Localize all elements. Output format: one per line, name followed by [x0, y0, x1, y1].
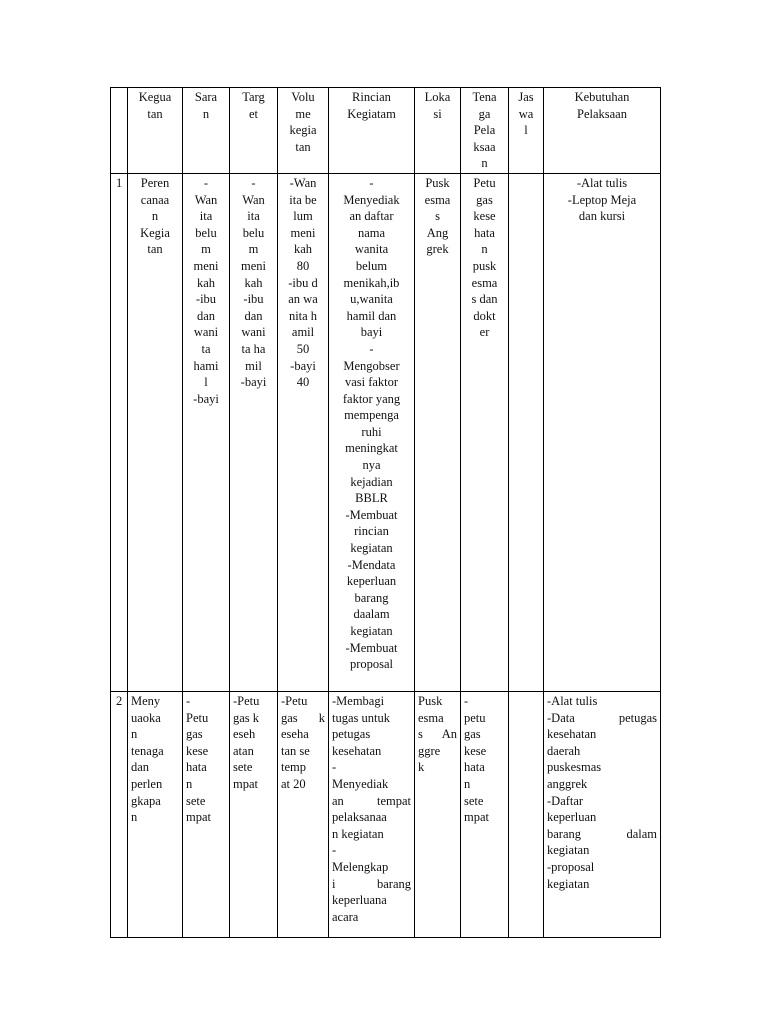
cell-line: esma — [424, 192, 451, 207]
cell-line: bayi — [360, 325, 383, 340]
cell-line: kah — [244, 275, 263, 290]
cell-line: -Wan — [289, 175, 317, 190]
cell-line: -Membuat — [345, 640, 398, 655]
cell-line: -Alat tulis — [576, 175, 628, 190]
cell-line: amil — [291, 325, 315, 340]
cell-line: Pelaksaan — [577, 106, 627, 121]
cell-line: 80 — [296, 258, 310, 273]
cell-line: mpat — [233, 776, 258, 791]
cell-line: Kegia — [140, 225, 170, 240]
header-tenaga — [461, 88, 509, 174]
cell-kebutuhan — [544, 173, 661, 691]
header-row — [111, 88, 661, 174]
cell-line: puskesmas — [547, 760, 602, 775]
cell-line: meni — [241, 258, 266, 273]
cell-line: n — [202, 106, 210, 121]
cell-line: Wan — [242, 192, 265, 207]
cell-line: Kebutuhan — [574, 90, 630, 104]
cell-line: tugas untuk — [332, 710, 390, 725]
cell-line: faktor yang — [342, 391, 401, 406]
cell-line: -bayi — [193, 391, 219, 406]
cell-line: gas k — [281, 710, 325, 725]
cell-line: lum — [293, 209, 313, 224]
header-lokasi — [415, 88, 461, 174]
cell-line: an tempat — [332, 793, 411, 808]
cell-target — [230, 173, 278, 691]
cell-line: n — [481, 242, 488, 257]
cell-line: Menyediak — [332, 776, 389, 791]
cell-line: temp — [281, 760, 306, 775]
table-row — [111, 691, 661, 937]
cell-line: Kegua — [138, 90, 172, 104]
cell-rincian — [329, 691, 415, 937]
cell-line: daerah — [547, 743, 581, 758]
cell-line: esma — [471, 275, 498, 290]
cell-line: -Membuat — [345, 507, 398, 522]
cell-line: sete — [464, 793, 484, 808]
cell-line: gas k — [233, 710, 260, 725]
cell-line: n — [186, 776, 193, 791]
cell-line: Wan — [194, 192, 218, 207]
cell-sarana — [183, 691, 230, 937]
cell-line: uaoka — [131, 710, 161, 725]
cell-volume — [278, 691, 329, 937]
row-number: 1 — [111, 173, 128, 691]
cell-line: hata — [474, 225, 495, 240]
cell-line: ita — [247, 209, 260, 224]
cell-jadwal — [509, 691, 544, 937]
header-sarana — [183, 88, 230, 174]
cell-line: -bayi — [290, 358, 316, 373]
cell-line: n — [151, 209, 159, 224]
cell-line: wanita — [354, 242, 389, 257]
cell-line: n — [481, 156, 488, 171]
cell-line: kesehatan — [332, 743, 382, 758]
cell-line: Sara — [194, 90, 218, 104]
cell-line: n — [464, 776, 471, 791]
cell-line: - — [464, 693, 469, 708]
cell-line: tan se — [281, 743, 310, 758]
cell-line: rincian — [354, 524, 389, 539]
cell-line: ksaa — [473, 139, 496, 154]
cell-line: -ibu — [195, 292, 217, 307]
cell-line: Menyediak — [343, 192, 400, 207]
cell-line: meni — [193, 258, 219, 273]
cell-line: hata — [464, 760, 485, 775]
cell-line: gas — [464, 727, 481, 742]
cell-line: Targ — [242, 90, 265, 104]
cell-line: Mengobser — [343, 358, 400, 373]
cell-line: et — [248, 106, 259, 121]
cell-line: dan — [196, 308, 216, 323]
cell-line: ruhi — [361, 424, 382, 439]
cell-line: mil — [245, 358, 262, 373]
cell-line: m — [248, 242, 259, 257]
cell-line: ta — [201, 341, 211, 356]
cell-line: Tena — [472, 90, 497, 104]
cell-line: -Mendata — [347, 557, 396, 572]
cell-line: sete — [186, 793, 206, 808]
cell-line: dan — [244, 308, 263, 323]
cell-line: kesehatan — [547, 727, 597, 742]
cell-line: wa — [518, 106, 534, 121]
cell-line: nya — [362, 458, 381, 473]
cell-line: -Membagi — [332, 693, 385, 708]
cell-line: - — [369, 175, 374, 190]
cell-line: tan — [147, 242, 163, 257]
cell-line: -Leptop Meja — [567, 192, 637, 207]
cell-line: kegia — [289, 123, 317, 138]
cell-line: an daftar — [349, 209, 394, 224]
cell-line: sete — [233, 760, 253, 775]
cell-line: keperluan — [346, 574, 397, 589]
cell-line: petu — [464, 710, 486, 725]
cell-line: barang — [354, 590, 389, 605]
header-no — [111, 88, 128, 174]
cell-line: mempenga — [344, 408, 399, 423]
cell-line: gas — [186, 727, 203, 742]
cell-line: Loka — [424, 90, 451, 104]
cell-line: Jas — [518, 90, 534, 104]
activity-plan-table — [110, 87, 661, 938]
cell-line: dokt — [473, 308, 496, 323]
cell-line: kese — [473, 209, 496, 224]
cell-line: Pela — [473, 123, 496, 138]
cell-line: -Alat tulis — [547, 693, 598, 708]
cell-line: proposal — [349, 657, 394, 672]
cell-line: s — [435, 209, 440, 224]
header-jadwal — [509, 88, 544, 174]
cell-line: wani — [193, 325, 219, 340]
cell-line: kegiatan — [547, 876, 590, 891]
cell-line: s An — [418, 727, 457, 742]
cell-line: -Data petugas — [547, 710, 657, 725]
cell-line: Rincian — [352, 90, 391, 104]
cell-sarana — [183, 173, 230, 691]
cell-line: Volu — [291, 90, 315, 104]
cell-line: 50 — [296, 341, 310, 356]
cell-line: anggrek — [547, 776, 588, 791]
cell-line: wani — [241, 325, 266, 340]
cell-line: belu — [195, 225, 217, 240]
cell-line: barang dalam — [547, 826, 657, 841]
cell-line: s dan — [471, 292, 498, 307]
cell-line: menikah,ib — [343, 275, 400, 290]
cell-line: nita h — [288, 308, 318, 323]
cell-line: nama — [357, 225, 386, 240]
cell-line: mpat — [186, 810, 211, 825]
cell-target — [230, 691, 278, 937]
cell-line: ga — [478, 106, 491, 121]
cell-line: n — [131, 727, 138, 742]
cell-tenaga — [461, 691, 509, 937]
cell-line: BBLR — [355, 491, 388, 506]
cell-line: tenaga — [131, 743, 164, 758]
cell-line: er — [479, 325, 490, 340]
cell-line: -proposal — [547, 859, 595, 874]
cell-line: grek — [426, 242, 449, 257]
cell-line: n kegiatan — [332, 826, 384, 841]
cell-line: keperluan — [547, 810, 597, 825]
cell-line: -bayi — [240, 375, 267, 390]
cell-line: Melengkap — [332, 859, 389, 874]
cell-line: perlen — [131, 776, 163, 791]
cell-line: atan — [233, 743, 254, 758]
cell-tenaga — [461, 173, 509, 691]
table-row — [111, 173, 661, 691]
cell-line: -ibu — [243, 292, 264, 307]
cell-jadwal — [509, 173, 544, 691]
cell-line: ita — [199, 209, 213, 224]
cell-lokasi — [415, 691, 461, 937]
cell-kegiatan — [128, 691, 183, 937]
cell-line: -Daftar — [547, 793, 584, 808]
cell-line: l — [524, 123, 528, 138]
cell-line: Petu — [186, 710, 209, 725]
cell-line: an wa — [288, 292, 318, 307]
cell-line: hami — [193, 358, 219, 373]
cell-line: kese — [464, 743, 487, 758]
cell-line: kegiatan — [350, 624, 393, 638]
cell-line: kah — [196, 275, 216, 290]
cell-line: -ibu d — [288, 275, 318, 290]
cell-line: ita be — [289, 192, 317, 207]
cell-line: -Petu — [281, 693, 308, 708]
header-rincian — [329, 88, 415, 174]
header-volume — [278, 88, 329, 174]
cell-line: u,wanita — [350, 292, 393, 307]
cell-line: petugas — [332, 727, 371, 742]
cell-line: si — [433, 106, 442, 121]
cell-line: eseha — [281, 727, 309, 742]
cell-line: kese — [186, 743, 209, 758]
cell-line: m — [201, 242, 211, 257]
cell-line: dan — [131, 760, 150, 775]
cell-line: eseh — [233, 727, 256, 742]
cell-line: - — [186, 693, 191, 708]
cell-line: meni — [290, 225, 316, 240]
header-kebutuhan — [544, 88, 661, 174]
cell-line: k — [418, 760, 425, 775]
cell-line: me — [295, 106, 311, 121]
cell-volume — [278, 173, 329, 691]
cell-line: belu — [242, 225, 265, 240]
cell-line: gas — [476, 192, 493, 207]
cell-kebutuhan — [544, 691, 661, 937]
cell-line: hamil dan — [346, 308, 397, 323]
header-kegiatan — [128, 88, 183, 174]
cell-line: - — [332, 760, 337, 775]
cell-line: Ang — [426, 225, 449, 240]
cell-line: keperluana — [332, 893, 387, 908]
cell-line: daalam — [353, 607, 390, 622]
cell-line: Kegiatam — [347, 106, 396, 121]
cell-line: kejadian — [350, 474, 393, 489]
cell-line: esma — [418, 710, 444, 725]
cell-line: Pusk — [425, 175, 450, 190]
cell-line: - — [251, 175, 256, 190]
cell-line: kegiatan — [547, 843, 590, 858]
cell-line: Pusk — [418, 693, 443, 708]
cell-line: Petu — [473, 175, 496, 190]
cell-line: 40 — [296, 375, 310, 390]
cell-line: l — [204, 375, 208, 390]
cell-line: ta ha — [241, 341, 266, 356]
cell-line: - — [369, 341, 374, 356]
cell-lokasi — [415, 173, 461, 691]
cell-rincian — [329, 173, 415, 691]
cell-line: i barang — [332, 876, 411, 891]
cell-line: tan — [147, 106, 163, 121]
cell-line: -Petu — [233, 693, 260, 708]
cell-line: at 20 — [281, 776, 306, 791]
row-number: 2 — [111, 691, 128, 937]
cell-line: meningkat — [345, 441, 398, 456]
cell-line: - — [332, 843, 337, 858]
cell-line: pelaksanaa — [332, 810, 387, 825]
cell-line: n — [131, 810, 138, 825]
cell-line: kah — [293, 242, 313, 257]
cell-line: vasi faktor — [344, 375, 399, 390]
cell-line: tan — [295, 139, 311, 154]
cell-line: hata — [186, 760, 207, 775]
header-target — [230, 88, 278, 174]
cell-line: canaa — [140, 192, 170, 207]
cell-line: Meny — [131, 693, 161, 708]
cell-line: mpat — [464, 810, 489, 825]
cell-line: pusk — [472, 258, 497, 273]
cell-line: gkapa — [131, 793, 161, 808]
cell-line: kegiatan — [350, 541, 393, 556]
cell-line: - — [203, 175, 209, 190]
cell-line: Peren — [140, 175, 170, 190]
cell-line: dan kursi — [578, 209, 626, 224]
cell-kegiatan — [128, 173, 183, 691]
cell-line: belum — [355, 258, 388, 273]
cell-line: ggre — [418, 743, 441, 758]
cell-line: acara — [332, 909, 359, 924]
